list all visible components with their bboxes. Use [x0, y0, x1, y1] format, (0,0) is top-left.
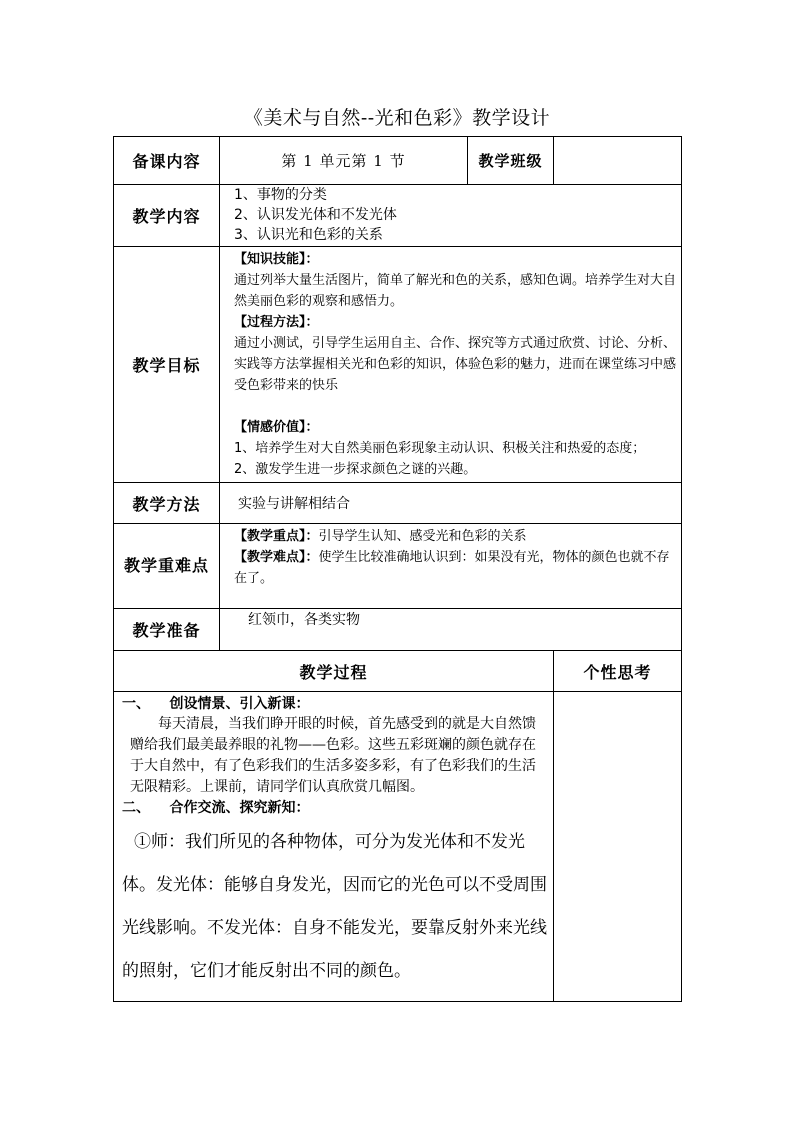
difficulty-text: 使学生比较准确地认识到：如果没有光，物体的颜色也就不存在了。 [234, 550, 670, 586]
prepare-label: 教学准备 [114, 609, 220, 651]
row-goals [114, 247, 682, 483]
row-content [114, 185, 682, 247]
class-value [554, 137, 682, 185]
key-heading: 【教学重点】： [234, 529, 319, 544]
section-1-text: 每天清晨，当我们睁开眼的时候，首先感受到的就是大自然馈赠给我们最美最养眼的礼物——色彩。这些五彩斑斓的颜色就存在于大自然中，有了色彩我们的生活多姿多彩，有了色彩我们的生活无限精彩。上课前，请同学们认真欣赏几幅图。 [130, 716, 536, 795]
lesson-plan-table [113, 136, 682, 1002]
process-text: 通过小测试，引导学生运用自主、合作、探究等方式通过欣赏、讨论、分析、实践等方法掌握相关光和色彩的知识，体验色彩的魅力，进而在课堂练习中感受色彩带来的快乐 [234, 336, 677, 393]
prep-label: 备课内容 [114, 137, 220, 185]
goals-label: 教学目标 [114, 247, 220, 483]
row-prep [114, 137, 682, 185]
prepare-value: 红领巾，各类实物 [220, 609, 682, 651]
emotion-item: 2、激发学生进一步探求颜色之谜的兴趣。 [234, 462, 477, 477]
reflection-cell [554, 692, 682, 1002]
section-2-heading: 二、 合作交流、探究新知： [122, 800, 310, 816]
content-cell [220, 185, 682, 247]
content-label: 教学内容 [114, 185, 220, 247]
content-item: 2、认识发光体和不发光体 [234, 207, 397, 223]
key-cell [220, 524, 682, 609]
key-text: 引导学生认知、感受光和色彩的关系 [318, 529, 527, 544]
process-label: 教学过程 [114, 651, 554, 692]
class-label: 教学班级 [468, 137, 554, 185]
goals-cell [220, 247, 682, 483]
method-label: 教学方法 [114, 483, 220, 524]
content-item: 1、事物的分类 [234, 187, 327, 203]
knowledge-heading: 【知识技能】： [234, 252, 319, 267]
row-process-body [114, 692, 682, 1002]
row-method [114, 483, 682, 524]
process-heading: 【过程方法】： [234, 315, 319, 330]
row-prepare [114, 609, 682, 651]
row-key [114, 524, 682, 609]
section-2-text: ①师：我们所见的各种物体，可分为发光体和不发光体。发光体：能够自身发光，因而它的光色可以不受周围光线影响。不发光体：自身不能发光，要靠反射外来光线的照射，它们才能反射出不同的颜色。 [122, 832, 547, 981]
process-cell [114, 692, 554, 1002]
section-1-heading: 一、 创设情景、引入新课： [122, 696, 310, 712]
emotion-item: 1、培养学生对大自然美丽色彩现象主动认识、积极关注和热爱的态度； [234, 441, 646, 456]
page-title: 《美术与自然--光和色彩》教学设计 [243, 107, 551, 129]
key-label: 教学重难点 [114, 524, 220, 609]
emotion-heading: 【情感价值】： [234, 420, 319, 435]
content-item: 3、认识光和色彩的关系 [234, 227, 383, 243]
method-value: 实验与讲解相结合 [220, 483, 682, 524]
reflection-label: 个性思考 [554, 651, 682, 692]
difficulty-heading: 【教学难点】： [234, 550, 319, 565]
knowledge-text: 通过列举大量生活图片，简单了解光和色的关系，感知色调。培养学生对大自然美丽色彩的观察和感悟力。 [234, 273, 677, 309]
prep-value: 第 1 单元第 1 节 [220, 137, 468, 185]
row-process-header [114, 651, 682, 692]
